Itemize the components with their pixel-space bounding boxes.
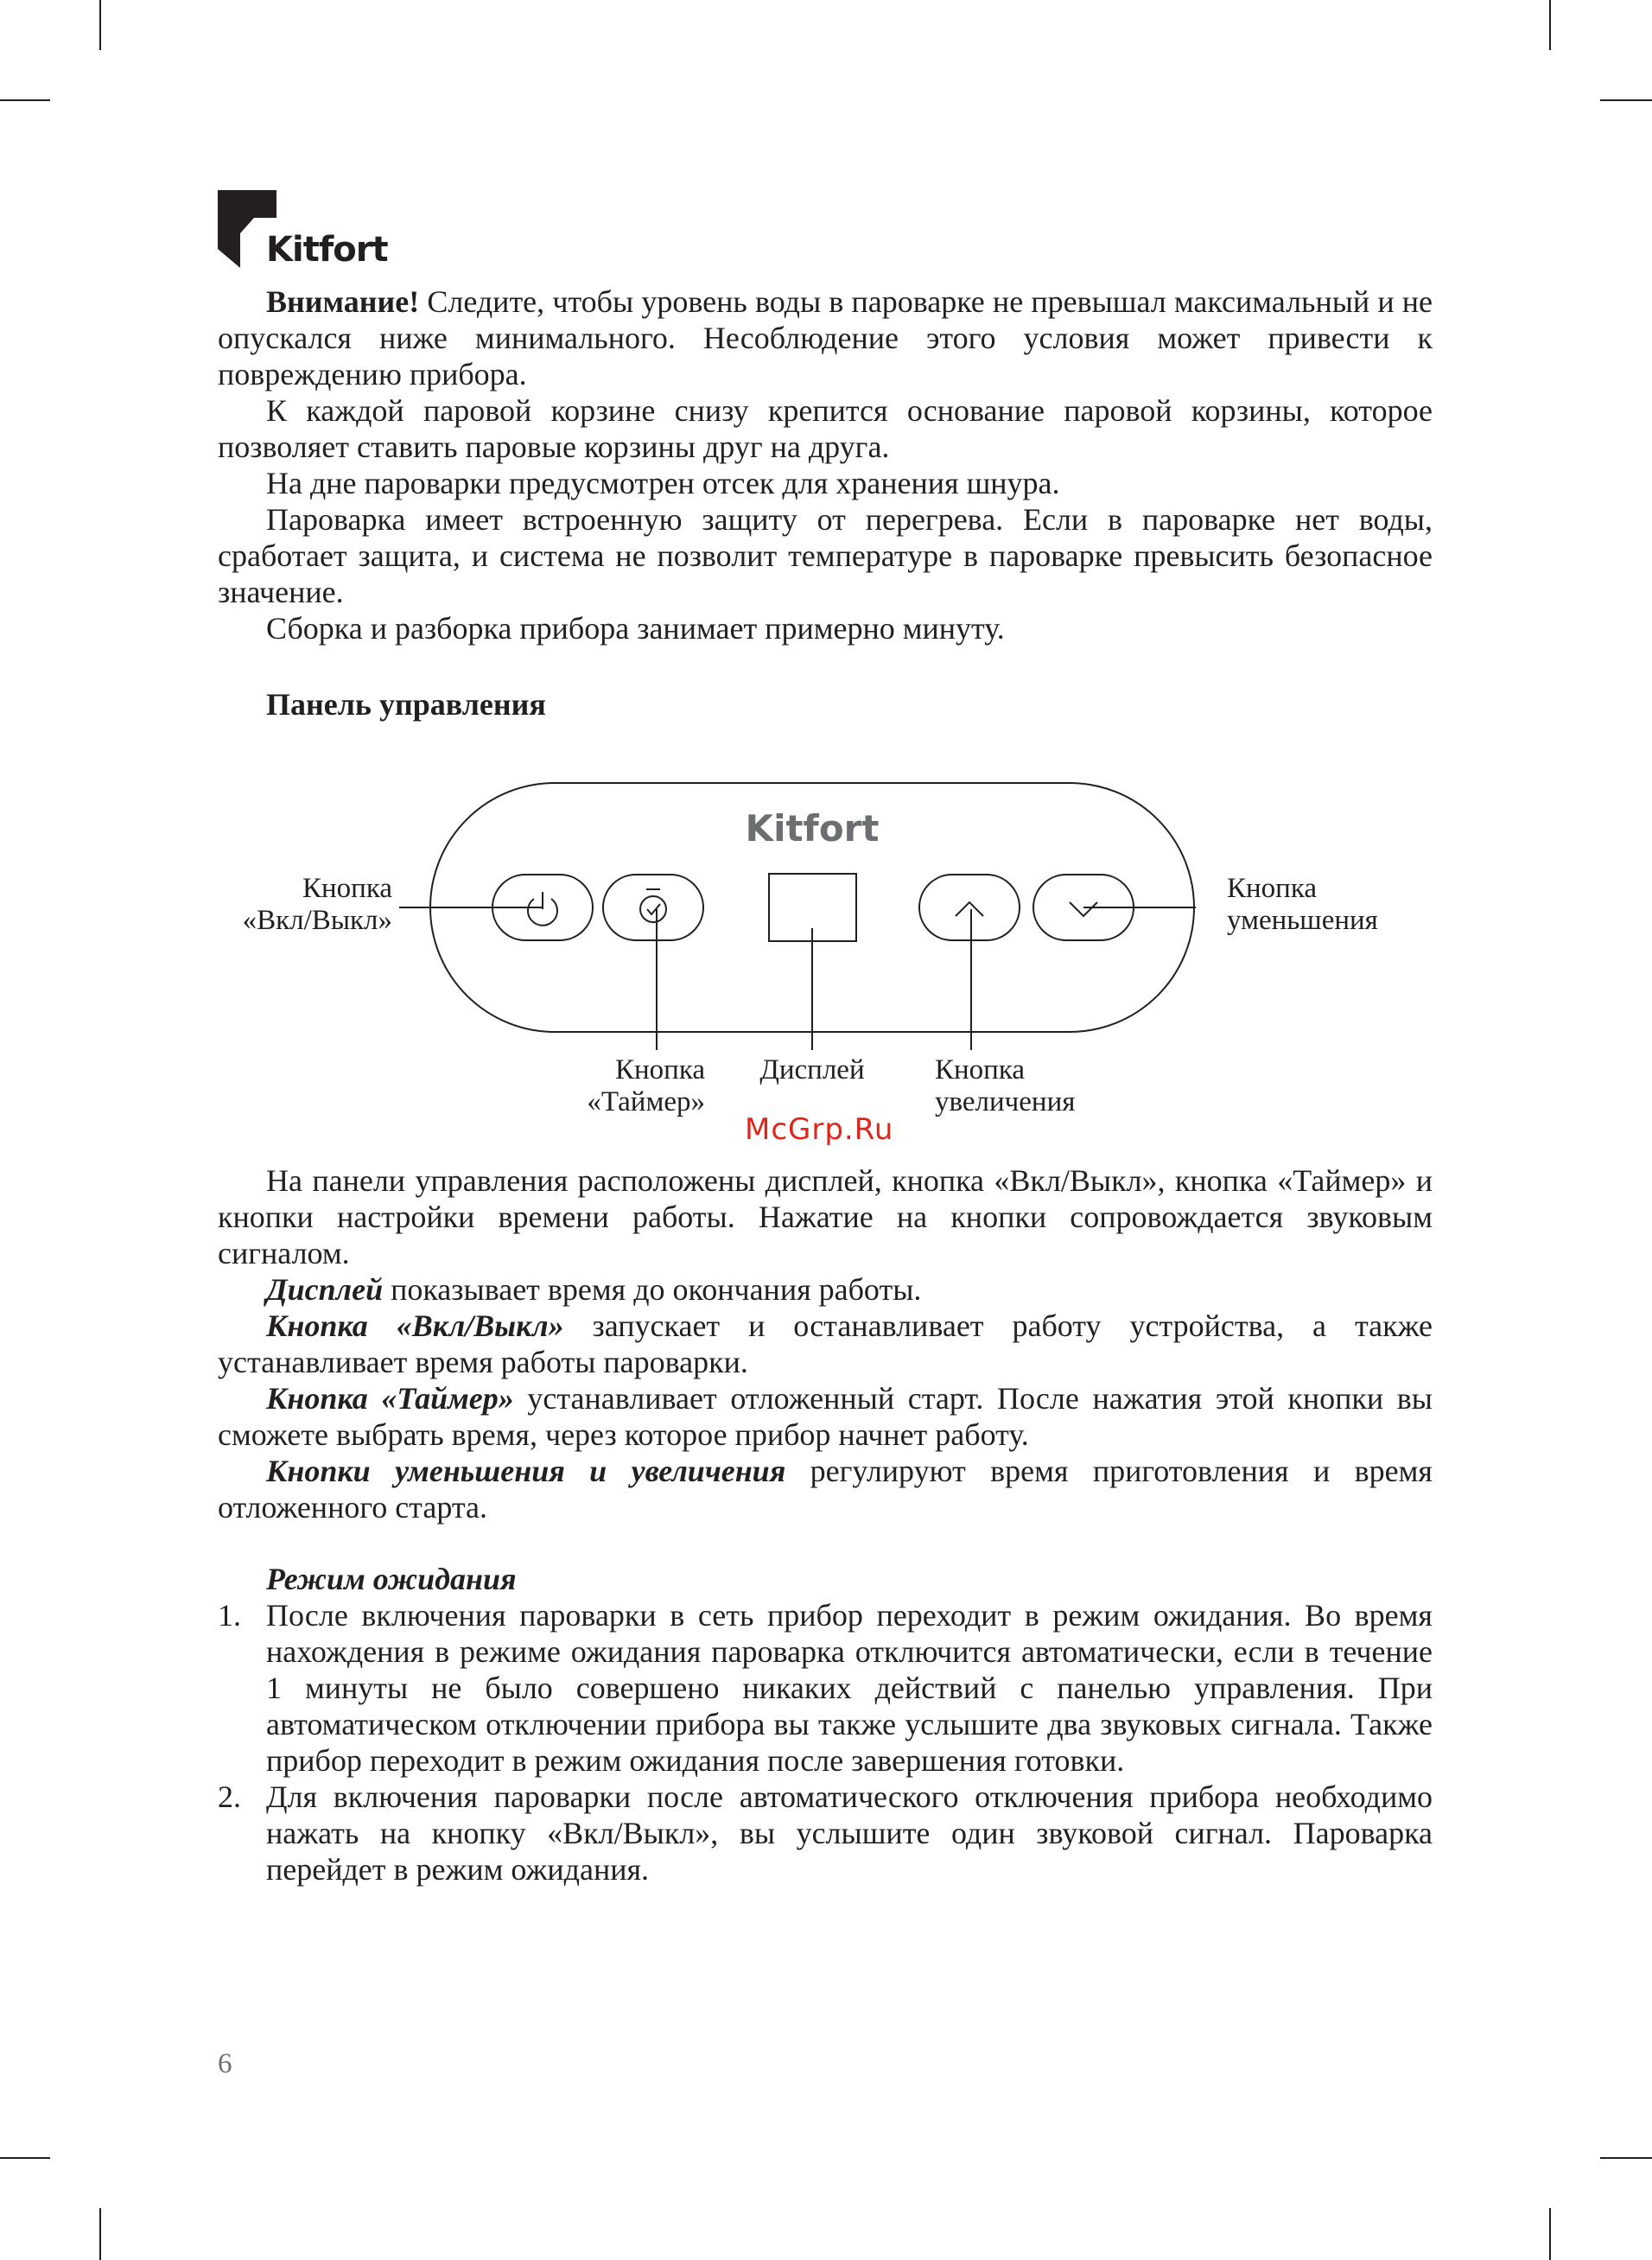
label-line: Кнопка xyxy=(935,1054,1026,1085)
paragraph: К каждой паровой корзине снизу крепится основание паровой корзины, которое позволяет ставить паровые корзины друг на друга. xyxy=(218,393,1433,464)
term-text: регулируют время приготовления и время отложенного старта. xyxy=(218,1454,1433,1525)
timer-icon xyxy=(640,889,666,922)
paragraph xyxy=(218,1380,1433,1453)
label-increase-button xyxy=(935,1054,1142,1118)
list-text: Для включения пароварки после автоматического отключения прибора необходимо нажать на кнопку «Вкл/Выкл», вы услышите один звуковой сигнал. Пароварка перейдет в режим ожидания. xyxy=(266,1779,1433,1887)
label-line: Кнопка xyxy=(302,873,392,904)
chevron-down-icon xyxy=(1070,902,1097,916)
list-item xyxy=(218,1597,1433,1779)
list-number: 1. xyxy=(218,1598,241,1633)
paragraph xyxy=(218,1308,1433,1380)
crop-mark xyxy=(1600,99,1652,101)
standby-list xyxy=(218,1597,1433,1888)
paragraph: Пароварка имеет встроенную защиту от перегрева. Если в пароварке нет воды, сработает защита, и система не позволит температуре в пароварке превысить безопасное значение. xyxy=(218,502,1433,609)
description-text xyxy=(218,1162,1433,1525)
warning-text: Следите, чтобы уровень воды в пароварке не превышал максимальный и не опускался ниже минимального. Несоблюдение этого условия может привести к повреждению прибора. xyxy=(218,284,1433,392)
paragraph: Сборка и разборка прибора занимает примерно минуту. xyxy=(266,611,1005,646)
crop-mark xyxy=(1549,0,1551,50)
watermark: McGrp.Ru xyxy=(745,1112,894,1147)
label-decrease-button xyxy=(1227,873,1452,937)
panel-logo: Kitfort xyxy=(745,807,880,850)
paragraph: На дне пароварки предусмотрен отсек для хранения шнура. xyxy=(266,466,1060,500)
power-icon xyxy=(528,892,557,926)
term-timer: Кнопка «Таймер» xyxy=(266,1381,514,1416)
page-number: 6 xyxy=(218,2048,232,2079)
chevron-up-icon xyxy=(956,902,983,916)
logo-text: Kitfort xyxy=(266,230,388,270)
timer-button xyxy=(603,875,703,940)
crop-mark xyxy=(99,0,101,50)
label-line: Кнопка xyxy=(614,1054,705,1085)
term-display: Дисплей xyxy=(266,1272,384,1307)
crop-mark xyxy=(1549,2208,1551,2260)
label-display: Дисплей xyxy=(759,1054,865,1085)
crop-mark xyxy=(0,99,50,101)
label-line: «Вкл/Выкл» xyxy=(242,905,392,936)
crop-mark xyxy=(1600,2157,1652,2159)
label-line: «Таймер» xyxy=(587,1086,705,1117)
paragraph xyxy=(218,1271,1433,1308)
list-text: После включения пароварки в сеть прибор переходит в режим ожидания. Во время нахождения в режиме ожидания пароварка отключится автоматически, если в течение 1 минуты не было совершено никаких действий с панелью управления. При автоматическом отключении прибора вы также услышите два звуковых сигнала. Также прибор переходит в режим ожидания после завершения готовки. xyxy=(266,1598,1433,1778)
paragraph: На панели управления расположены дисплей, кнопка «Вкл/Выкл», кнопка «Таймер» и кнопки настройки времени работы. Нажатие на кнопки сопровождается звуковым сигналом. xyxy=(218,1163,1433,1270)
crop-mark xyxy=(0,2157,50,2159)
list-item xyxy=(218,1779,1433,1888)
label-power-button xyxy=(216,873,392,937)
intro-text xyxy=(218,283,1433,646)
term-adjust: Кнопки уменьшения и увеличения xyxy=(266,1454,786,1488)
warning-label: Внимание! xyxy=(266,284,420,319)
crop-mark xyxy=(99,2208,101,2260)
label-timer-button xyxy=(518,1054,705,1118)
term-text: устанавливает отложенный старт. После нажатия этой кнопки вы сможете выбрать время, через которое прибор начнет работу. xyxy=(218,1381,1433,1452)
increase-button xyxy=(919,875,1020,940)
section-heading: Режим ожидания xyxy=(266,1562,517,1596)
section-heading: Панель управления xyxy=(266,687,546,722)
term-power: Кнопка «Вкл/Выкл» xyxy=(266,1308,564,1343)
label-line: Кнопка xyxy=(1227,873,1318,904)
label-line: уменьшения xyxy=(1227,905,1378,936)
term-text: показывает время до окончания работы. xyxy=(383,1272,922,1307)
paragraph xyxy=(218,1453,1433,1525)
label-line: увеличения xyxy=(935,1086,1076,1117)
warning-paragraph xyxy=(218,283,1433,392)
list-number: 2. xyxy=(218,1779,241,1814)
term-text: запускает и останавливает работу устройства, а также устанавливает время работы пароварки. xyxy=(218,1308,1433,1379)
